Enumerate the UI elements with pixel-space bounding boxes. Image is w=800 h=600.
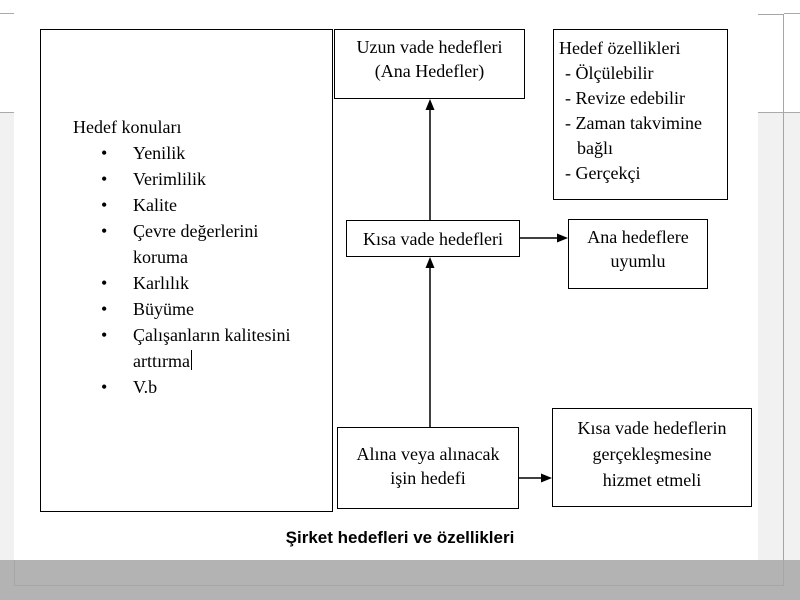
long-term-goals-title: Uzun vade hedefleri (356, 37, 503, 57)
list-item-text: V.b (133, 377, 158, 397)
list-item-text: Verimlilik (133, 169, 206, 189)
list-item-text: Çevre değerlerini (133, 221, 259, 241)
list-item-text: koruma (133, 247, 188, 267)
current-goal-line-2: işin hedefi (390, 468, 466, 488)
serve-line-3: hizmet etmeli (602, 470, 702, 490)
list-item-text: Büyüme (133, 299, 194, 319)
bullet-icon: • (101, 299, 108, 319)
bullet-icon: • (101, 325, 108, 345)
slide-caption: Şirket hedefleri ve özellikleri (285, 528, 515, 547)
arrowhead-icon (426, 257, 435, 268)
serve-line-2: gerçekleşmesine (592, 444, 712, 464)
list-item-text: Kalite (133, 195, 177, 215)
list-item-text: Karlılık (133, 273, 189, 293)
property-item: - Zaman takvimine (565, 113, 702, 133)
list-item-text: Yenilik (133, 143, 186, 163)
aligned-line-1: Ana hedeflere (587, 227, 689, 247)
list-item-text: arttırma (133, 351, 190, 371)
serve-line-1: Kısa vade hedeflerin (577, 418, 727, 438)
property-item: - Gerçekçi (565, 163, 641, 183)
arrowhead-icon (557, 234, 568, 243)
bullet-icon: • (101, 169, 108, 189)
goal-properties-title: Hedef özellikleri (559, 38, 681, 58)
current-goal-line-1: Alına veya alınacak (356, 444, 500, 464)
bullet-icon: • (101, 195, 108, 215)
property-item: - Ölçülebilir (565, 63, 654, 83)
bullet-icon: • (101, 221, 108, 241)
bullet-icon: • (101, 273, 108, 293)
arrowhead-icon (541, 474, 552, 483)
bullet-icon: • (101, 143, 108, 163)
goal-topics-heading: Hedef konuları (73, 117, 182, 137)
long-term-goals-subtitle: (Ana Hedefler) (374, 61, 485, 81)
list-item-text: Çalışanların kalitesini (133, 325, 291, 345)
bullet-icon: • (101, 377, 108, 397)
property-item: bağlı (577, 138, 613, 158)
arrowhead-icon (426, 99, 435, 110)
short-term-goals-label: Kısa vade hedefleri (363, 229, 503, 249)
aligned-line-2: uyumlu (610, 251, 666, 271)
property-item: - Revize edebilir (565, 88, 685, 108)
